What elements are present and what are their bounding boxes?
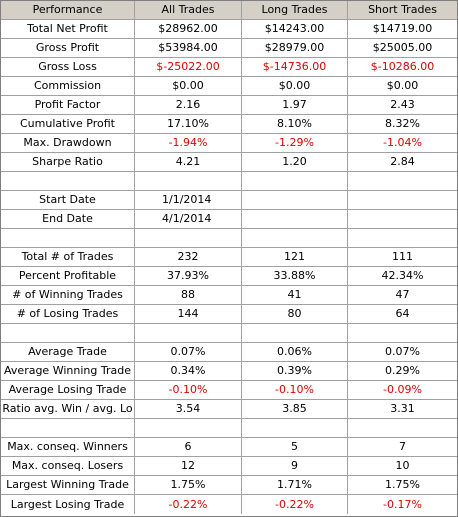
table-row: [1, 58, 457, 77]
row-label: Cumulative Profit: [1, 115, 135, 133]
header-short-trades[interactable]: Short Trades: [348, 1, 457, 19]
short-trades-value: 10: [395, 459, 410, 472]
long-trades-value: -0.22%: [242, 495, 348, 514]
table-row: [1, 343, 457, 362]
long-trades-value: -0.10%: [242, 381, 348, 399]
row-label: [1, 419, 135, 437]
table-row: [1, 153, 457, 172]
row-label: # of Winning Trades: [1, 286, 135, 304]
short-trades-value: 42.34%: [381, 269, 424, 282]
short-trades-value: [348, 210, 457, 228]
table-row: [1, 39, 457, 58]
short-trades-value: 111: [392, 250, 413, 263]
long-trades-value: 5: [242, 438, 348, 456]
table-row: [1, 305, 457, 324]
row-label: Gross Loss: [1, 58, 135, 76]
long-trades-value: 33.88%: [242, 267, 348, 285]
all-trades-value: 1.75%: [135, 476, 242, 494]
long-trades-value: [242, 324, 348, 342]
all-trades-value: $-25022.00: [135, 58, 242, 76]
row-label: Largest Losing Trade: [1, 495, 135, 514]
short-trades-value: -1.04%: [383, 136, 422, 149]
table-row: [1, 495, 457, 514]
row-label: Max. conseq. Losers: [1, 457, 135, 475]
short-trades-value: $25005.00: [372, 41, 433, 54]
table-row: [1, 210, 457, 229]
table-row: [1, 96, 457, 115]
long-trades-value: $14243.00: [242, 20, 348, 38]
all-trades-value: $28962.00: [135, 20, 242, 38]
table-row: [1, 438, 457, 457]
long-trades-value: 0.39%: [242, 362, 348, 380]
all-trades-value: -0.22%: [135, 495, 242, 514]
all-trades-value: 88: [135, 286, 242, 304]
all-trades-value: 2.16: [135, 96, 242, 114]
long-trades-value: 1.97: [242, 96, 348, 114]
table-row: [1, 172, 457, 191]
table-row: [1, 20, 457, 39]
short-trades-value: $14719.00: [372, 22, 433, 35]
long-trades-value: $28979.00: [242, 39, 348, 57]
table-row: [1, 400, 457, 419]
short-trades-value: [348, 324, 457, 342]
short-trades-value: -0.17%: [383, 497, 422, 511]
short-trades-value: 1.75%: [385, 478, 420, 491]
row-label: # of Losing Trades: [1, 305, 135, 323]
long-trades-value: 80: [242, 305, 348, 323]
row-label: Total # of Trades: [1, 248, 135, 266]
row-label: Total Net Profit: [1, 20, 135, 38]
long-trades-value: [242, 419, 348, 437]
table-row: [1, 267, 457, 286]
long-trades-value: -1.29%: [242, 134, 348, 152]
all-trades-value: -1.94%: [135, 134, 242, 152]
row-label: Profit Factor: [1, 96, 135, 114]
header-row: [1, 1, 457, 20]
long-trades-value: $0.00: [242, 77, 348, 95]
short-trades-value: $-10286.00: [370, 60, 435, 73]
short-trades-value: [348, 172, 457, 190]
short-trades-value: 0.07%: [385, 345, 420, 358]
table-row: [1, 381, 457, 400]
all-trades-value: $0.00: [135, 77, 242, 95]
short-trades-value: 0.29%: [385, 364, 420, 377]
table-row: [1, 362, 457, 381]
long-trades-value: 1.71%: [242, 476, 348, 494]
all-trades-value: 1/1/2014: [135, 191, 242, 209]
row-label: Sharpe Ratio: [1, 153, 135, 171]
all-trades-value: 17.10%: [135, 115, 242, 133]
short-trades-value: 7: [399, 440, 406, 453]
header-all-trades[interactable]: All Trades: [135, 1, 242, 19]
row-label: Ratio avg. Win / avg. Lo: [1, 400, 135, 418]
long-trades-value: 1.20: [242, 153, 348, 171]
row-label: Max. conseq. Winners: [1, 438, 135, 456]
long-trades-value: [242, 210, 348, 228]
all-trades-value: 144: [135, 305, 242, 323]
table-row: [1, 419, 457, 438]
long-trades-value: 0.06%: [242, 343, 348, 361]
row-label: Average Losing Trade: [1, 381, 135, 399]
row-label: End Date: [1, 210, 135, 228]
table-row: [1, 77, 457, 96]
row-label: Percent Profitable: [1, 267, 135, 285]
long-trades-value: [242, 172, 348, 190]
long-trades-value: 9: [242, 457, 348, 475]
table-row: [1, 134, 457, 153]
row-label: Max. Drawdown: [1, 134, 135, 152]
table-row: [1, 286, 457, 305]
row-label: Largest Winning Trade: [1, 476, 135, 494]
row-label: Start Date: [1, 191, 135, 209]
all-trades-value: 12: [135, 457, 242, 475]
short-trades-value: 2.43: [390, 98, 415, 111]
row-label: Average Winning Trade: [1, 362, 135, 380]
short-trades-value: -0.09%: [383, 383, 422, 396]
row-label: [1, 324, 135, 342]
short-trades-value: 64: [395, 307, 410, 320]
all-trades-value: $53984.00: [135, 39, 242, 57]
short-trades-value: 2.84: [390, 155, 415, 168]
all-trades-value: [135, 229, 242, 247]
all-trades-value: -0.10%: [135, 381, 242, 399]
short-trades-value: 8.32%: [385, 117, 420, 130]
short-trades-value: 3.31: [390, 402, 415, 415]
all-trades-value: 0.07%: [135, 343, 242, 361]
long-trades-value: [242, 229, 348, 247]
short-trades-value: $0.00: [386, 79, 419, 92]
table-row: [1, 191, 457, 210]
table-row: [1, 248, 457, 267]
all-trades-value: 232: [135, 248, 242, 266]
row-label: Gross Profit: [1, 39, 135, 57]
row-label: [1, 172, 135, 190]
table-row: [1, 476, 457, 495]
long-trades-value: 8.10%: [242, 115, 348, 133]
header-performance[interactable]: Performance: [1, 1, 135, 19]
short-trades-value: [348, 191, 457, 209]
table-row: [1, 457, 457, 476]
all-trades-value: 6: [135, 438, 242, 456]
long-trades-value: 121: [242, 248, 348, 266]
report-body: [1, 20, 457, 514]
all-trades-value: 37.93%: [135, 267, 242, 285]
table-row: [1, 115, 457, 134]
all-trades-value: 3.54: [135, 400, 242, 418]
row-label: Average Trade: [1, 343, 135, 361]
row-label: [1, 229, 135, 247]
row-label: Commission: [1, 77, 135, 95]
all-trades-value: 4.21: [135, 153, 242, 171]
long-trades-value: 41: [242, 286, 348, 304]
long-trades-value: $-14736.00: [242, 58, 348, 76]
short-trades-value: 47: [395, 288, 410, 301]
all-trades-value: 0.34%: [135, 362, 242, 380]
all-trades-value: 4/1/2014: [135, 210, 242, 228]
short-trades-value: [348, 229, 457, 247]
long-trades-value: 3.85: [242, 400, 348, 418]
table-row: [1, 324, 457, 343]
all-trades-value: [135, 324, 242, 342]
header-long-trades[interactable]: Long Trades: [242, 1, 348, 19]
short-trades-value: [348, 419, 457, 437]
all-trades-value: [135, 172, 242, 190]
all-trades-value: [135, 419, 242, 437]
long-trades-value: [242, 191, 348, 209]
table-row: [1, 229, 457, 248]
